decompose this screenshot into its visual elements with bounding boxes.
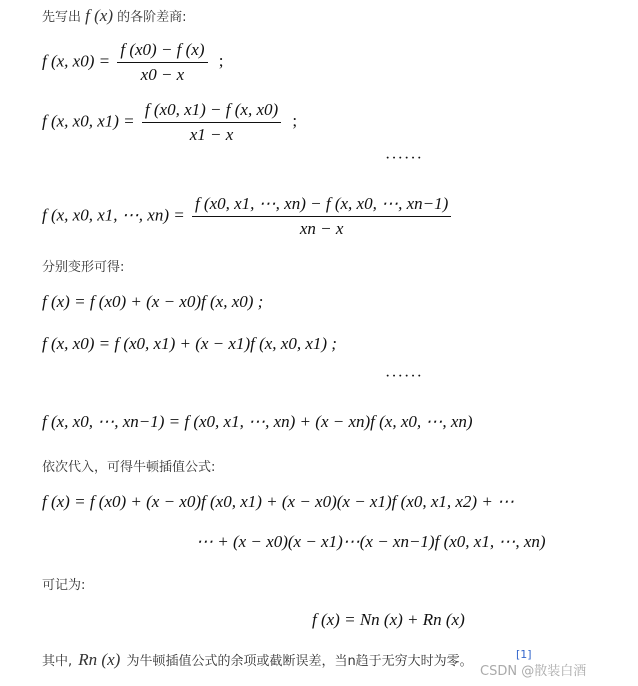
watermark: CSDN @散装白酒 bbox=[480, 664, 587, 679]
equation-9: f (x) = Nn (x) + Rn (x) bbox=[312, 610, 465, 629]
equation-7: f (x) = f (x0) + (x − x0)f (x0, x1) + (x − x0)(x − x1)f (x0, x1, x2) + ⋯ bbox=[42, 492, 515, 511]
eq2-end: ; bbox=[292, 111, 298, 131]
eq2-numerator: f (x0, x1) − f (x, x0) bbox=[142, 100, 281, 123]
eq3-fraction bbox=[192, 194, 451, 239]
eq3-lhs: f (x, x0, x1, ⋯, xn) = bbox=[42, 205, 185, 225]
eq2-lhs: f (x, x0, x1) = bbox=[42, 111, 135, 131]
footer-math: Rn (x) bbox=[78, 650, 121, 669]
ellipsis-1: ······ bbox=[385, 150, 423, 167]
section-heading-4: 可记为: bbox=[42, 578, 86, 593]
footer-prefix: 其中, bbox=[42, 654, 73, 669]
equation-6: f (x, x0, ⋯, xn−1) = f (x0, x1, ⋯, xn) + (x − xn)f (x, x0, ⋯, xn) bbox=[42, 412, 473, 431]
intro-prefix: 先写出 bbox=[42, 10, 82, 25]
footer-suffix: 为牛顿插值公式的余项或截断误差，当n趋于无穷大时为零。 bbox=[126, 654, 473, 669]
eq1-denominator: x0 − x bbox=[140, 65, 185, 84]
equation-4: f (x) = f (x0) + (x − x0)f (x, x0) ; bbox=[42, 292, 264, 311]
eq1-end: ; bbox=[218, 51, 224, 71]
eq3-denominator: xn − x bbox=[299, 219, 344, 238]
eq2-denominator: x1 − x bbox=[189, 125, 234, 144]
intro-suffix: 的各阶差商: bbox=[117, 10, 187, 25]
intro-math: f (x) bbox=[85, 6, 113, 25]
eq1-fraction bbox=[117, 40, 207, 85]
equation-2 bbox=[42, 100, 297, 145]
equation-5: f (x, x0) = f (x0, x1) + (x − x1)f (x, x0, x1) ; bbox=[42, 334, 337, 353]
equation-1 bbox=[42, 40, 224, 85]
citation-link[interactable]: [1] bbox=[516, 648, 532, 661]
eq1-lhs: f (x, x0) = bbox=[42, 51, 111, 71]
eq3-numerator: f (x0, x1, ⋯, xn) − f (x, x0, ⋯, xn−1) bbox=[192, 194, 451, 217]
section-heading-3: 依次代入，可得牛顿插值公式: bbox=[42, 460, 216, 475]
section-heading-2: 分别变形可得: bbox=[42, 260, 125, 275]
eq1-numerator: f (x0) − f (x) bbox=[117, 40, 207, 63]
equation-8: ⋯ + (x − x0)(x − x1)⋯(x − xn−1)f (x0, x1, ⋯, xn) bbox=[196, 532, 546, 551]
ellipsis-2: ······ bbox=[385, 368, 423, 385]
equation-3 bbox=[42, 194, 454, 239]
footer-line bbox=[42, 650, 473, 670]
eq2-fraction bbox=[142, 100, 281, 145]
intro-line bbox=[42, 6, 187, 26]
